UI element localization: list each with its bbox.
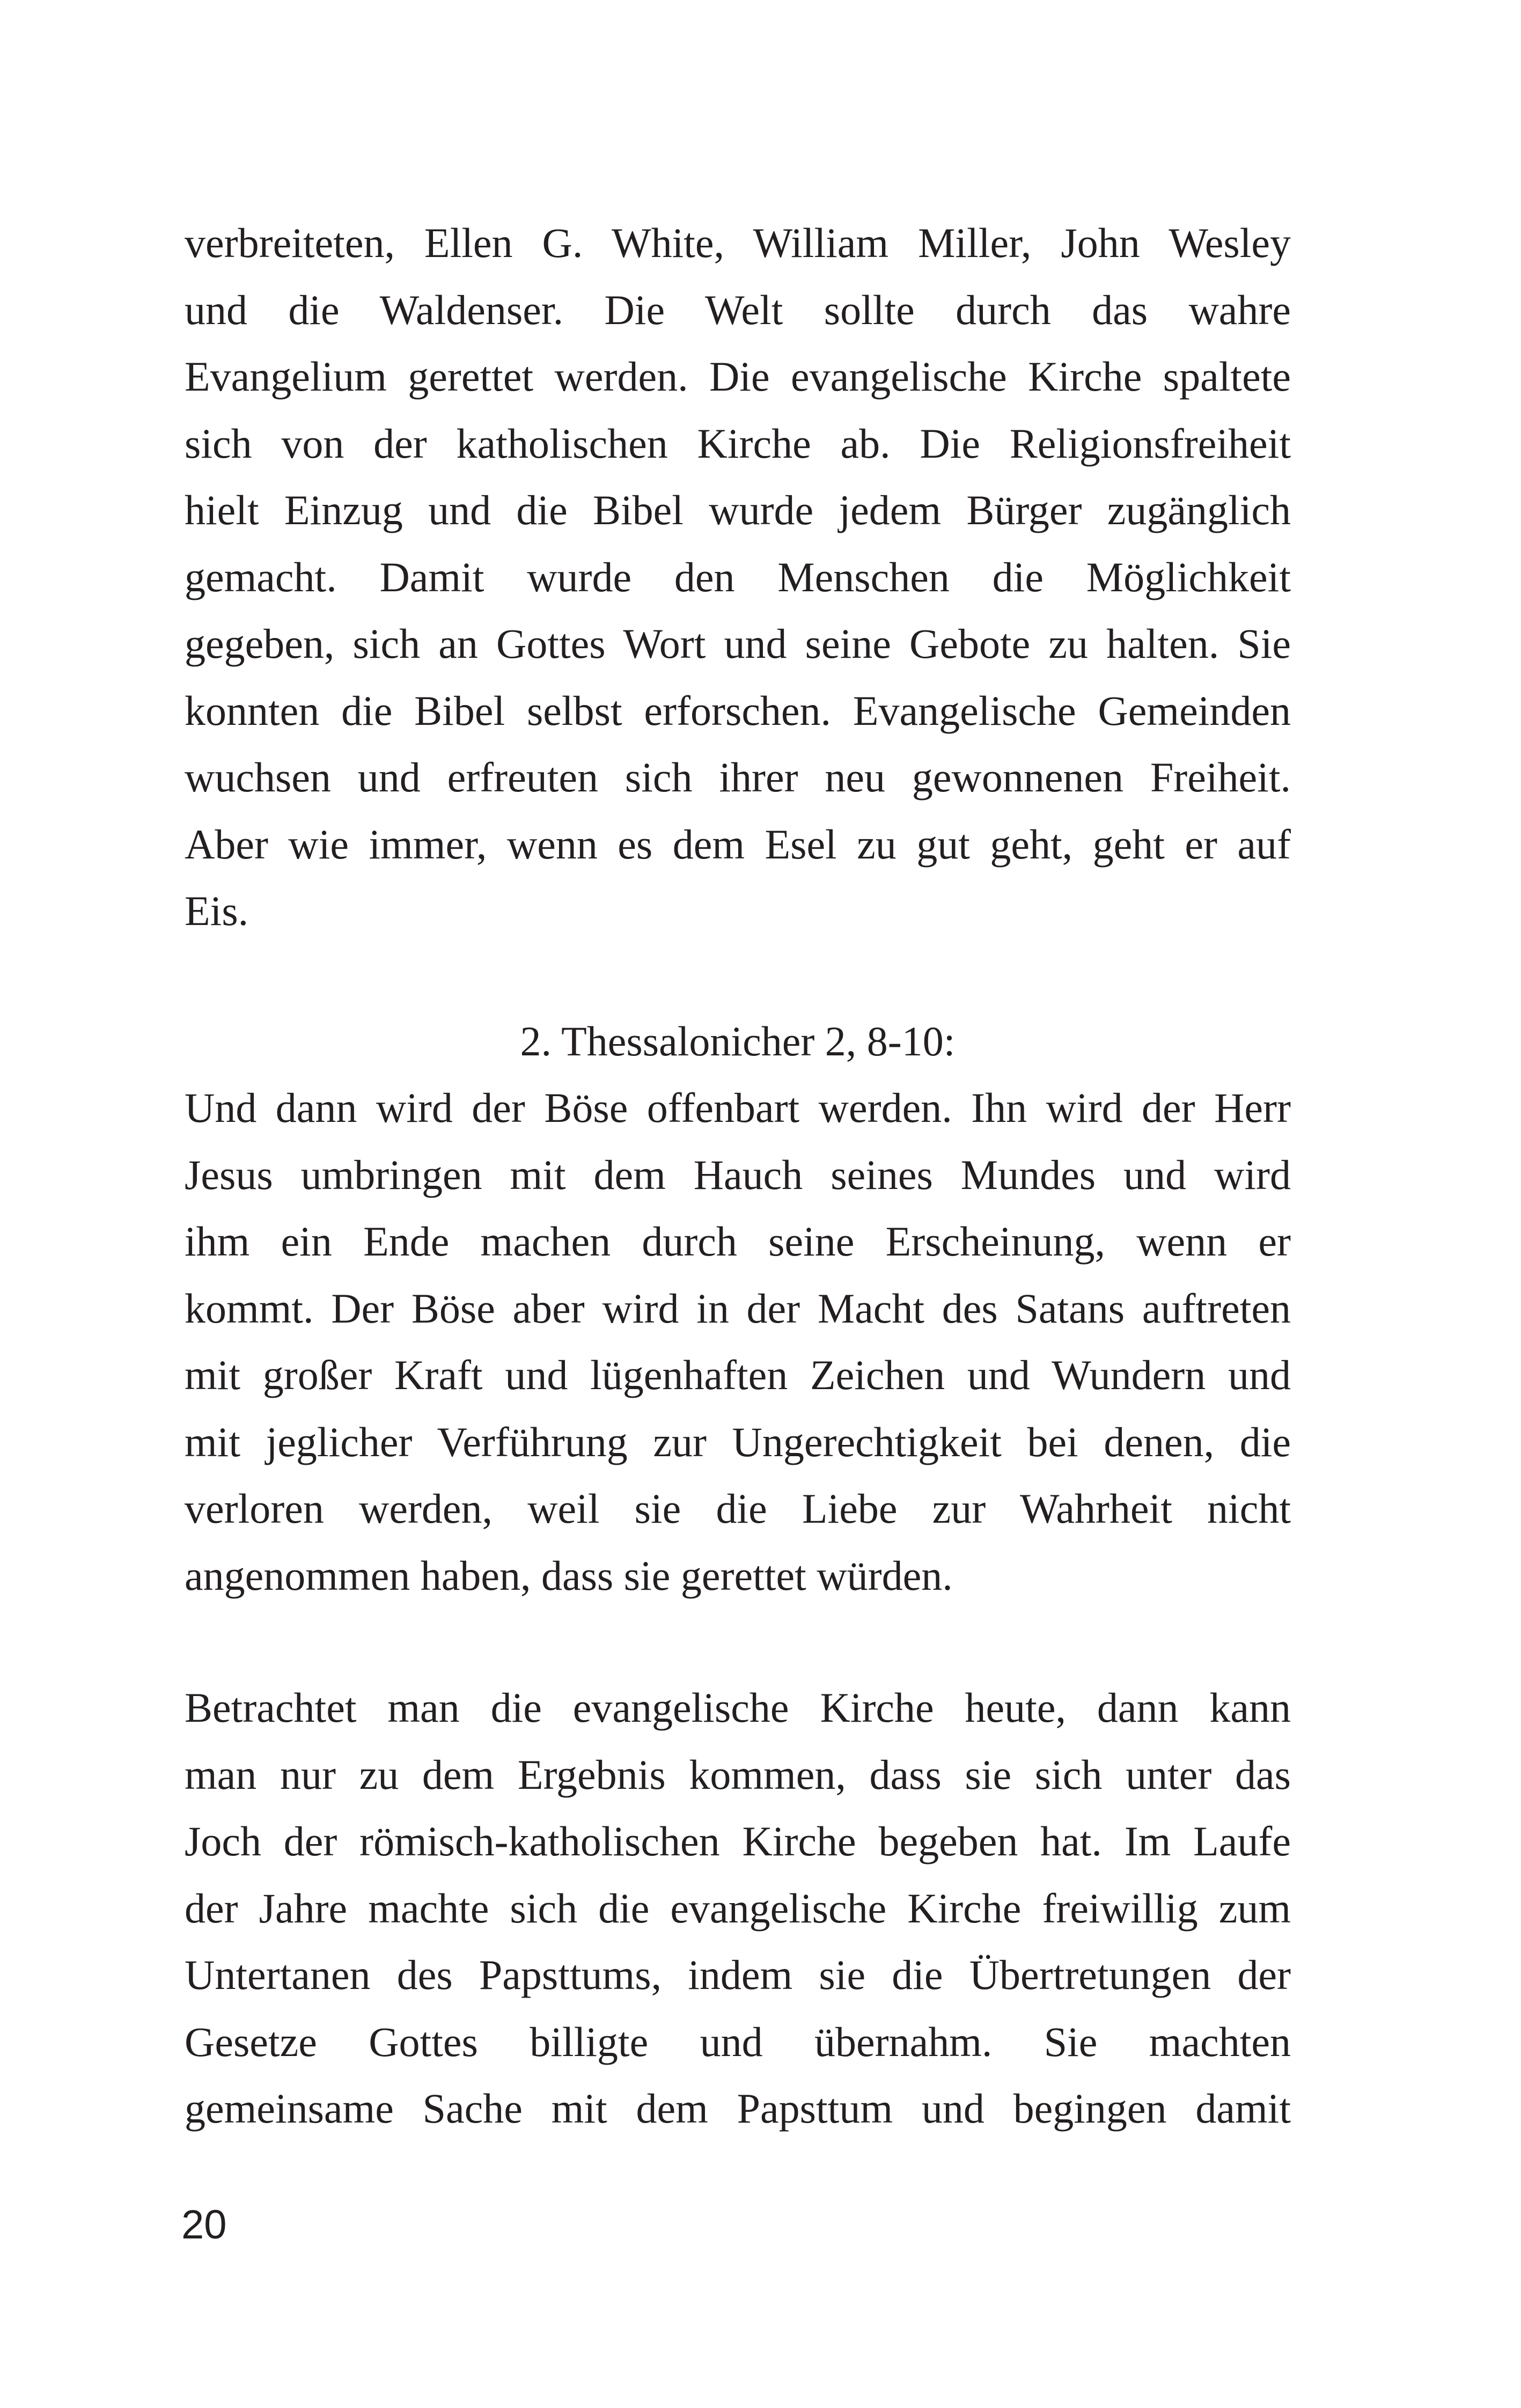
text-line: gemacht. Damit wurde den Menschen die Möglichkeit	[185, 554, 1291, 600]
text-line: Untertanen des Papsttums, indem sie die Übertretungen der	[185, 1951, 1291, 1998]
text-line: man nur zu dem Ergebnis kommen, dass sie sich unter das	[185, 1751, 1291, 1798]
text-line: sich von der katholischen Kirche ab. Die Religionsfreiheit	[185, 420, 1291, 467]
text-line: wuchsen und erfreuten sich ihrer neu gewonnenen Freiheit.	[185, 754, 1291, 801]
text-line: mit jeglicher Verführung zur Ungerechtigkeit bei denen, die	[185, 1419, 1291, 1465]
text-line: Joch der römisch-katholischen Kirche begeben hat. Im Laufe	[185, 1818, 1291, 1864]
text-line: Und dann wird der Böse offenbart werden. Ihn wird der Herr	[185, 1084, 1291, 1131]
text-line: Eis.	[185, 887, 249, 934]
text-line: Betrachtet man die evangelische Kirche heute, dann kann	[185, 1684, 1291, 1731]
text-line: mit großer Kraft und lügenhaften Zeichen und Wundern und	[185, 1352, 1291, 1398]
text-line: verbreiteten, Ellen G. White, William Miller, John Wesley	[185, 219, 1291, 266]
scripture-heading: 2. Thessalonicher 2, 8-10:	[520, 1018, 956, 1064]
text-line: Jesus umbringen mit dem Hauch seines Mundes und wird	[185, 1151, 1291, 1198]
text-line: hielt Einzug und die Bibel wurde jedem Bürger zugänglich	[185, 487, 1291, 533]
text-line: Gesetze Gottes billigte und übernahm. Sie machten	[185, 2018, 1291, 2065]
text-line: gegeben, sich an Gottes Wort und seine Gebote zu halten. Sie	[185, 620, 1291, 667]
text-line: Aber wie immer, wenn es dem Esel zu gut geht, geht er auf	[185, 821, 1291, 868]
text-line: Evangelium gerettet werden. Die evangelische Kirche spaltete	[185, 353, 1291, 400]
text-line: gemeinsame Sache mit dem Papsttum und begingen damit	[185, 2085, 1291, 2132]
text-line: kommt. Der Böse aber wird in der Macht des Satans auftreten	[185, 1285, 1291, 1332]
text-line: konnten die Bibel selbst erforschen. Evangelische Gemeinden	[185, 687, 1291, 734]
text-line: ihm ein Ende machen durch seine Erscheinung, wenn er	[185, 1218, 1291, 1265]
text-line: und die Waldenser. Die Welt sollte durch das wahre	[185, 287, 1291, 333]
text-line: der Jahre machte sich die evangelische Kirche freiwillig zum	[185, 1885, 1291, 1932]
text-line: angenommen haben, dass sie gerettet würden.	[185, 1552, 953, 1599]
text-line: verloren werden, weil sie die Liebe zur Wahrheit nicht	[185, 1485, 1291, 1532]
page-number: 20	[181, 2202, 227, 2248]
